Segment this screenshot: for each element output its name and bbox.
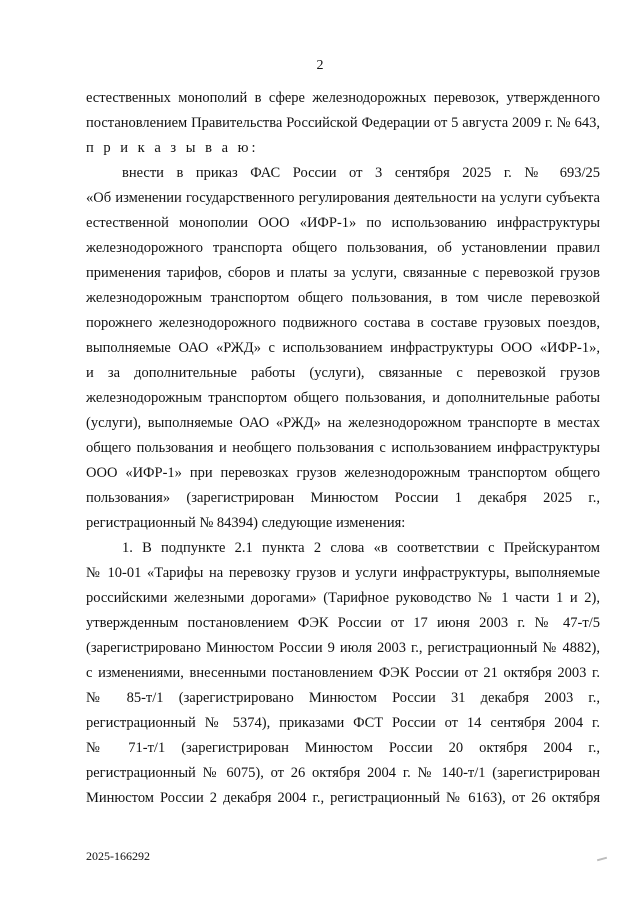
text-line: естественной монополии ООО «ИФР-1» по использованию инфраструктуры: [86, 215, 600, 231]
text-line: и за дополнительные работы (услуги), связанные с перевозкой грузов: [86, 365, 600, 381]
text-line: регистрационный № 84394) следующие изменения:: [86, 515, 406, 531]
text-line: (услуги), выполняемые ОАО «РЖД» на железнодорожном транспорте в местах: [86, 415, 600, 431]
text-line: выполняемые ОАО «РЖД» с использованием инфраструктуры ООО «ИФР-1»,: [86, 340, 600, 356]
text-line: порожнего железнодорожного подвижного состава в составе грузовых поездов,: [86, 315, 600, 331]
text-line: пользования» (зарегистрирован Минюстом России 1 декабря 2025 г.,: [86, 490, 600, 506]
text-line: утвержденным постановлением ФЭК России от 17 июня 2003 г. № 47-т/5: [86, 615, 600, 631]
text-line: железнодорожным транспортом общего пользования, в том числе перевозкой: [86, 290, 600, 306]
text-line: № 71-т/1 (зарегистрирован Минюстом России 20 октября 2004 г.,: [86, 740, 600, 756]
text-line: Минюстом России 2 декабря 2004 г., регистрационный № 6163), от 26 октября: [86, 790, 600, 806]
item-1-heading-line: 1. В подпункте 2.1 пункта 2 слова «в соответствии с Прейскурантом: [122, 540, 600, 556]
text-line: № 85-т/1 (зарегистрировано Минюстом России 31 декабря 2003 г.,: [86, 690, 600, 706]
text-line: «Об изменении государственного регулирования деятельности на услуги субъекта: [86, 190, 600, 206]
text-line: (зарегистрировано Минюстом России 9 июля 2003 г., регистрационный № 4882),: [86, 640, 600, 656]
order-keyword: п р и к а з ы в а ю:: [86, 140, 259, 156]
text-line: регистрационный № 6075), от 26 октября 2004 г. № 140-т/1 (зарегистрирован: [86, 765, 600, 781]
text-line: постановлением Правительства Российской Федерации от 5 августа 2009 г. № 643,: [86, 115, 600, 131]
page-number: 2: [316, 58, 324, 73]
text-line: внести в приказ ФАС России от 3 сентября 2025 г. № 693/25: [122, 165, 600, 181]
text-line: регистрационный № 5374), приказами ФСТ России от 14 сентября 2004 г.: [86, 715, 600, 731]
text-line: с изменениями, внесенными постановлением ФЭК России от 21 октября 2003 г.: [86, 665, 600, 681]
text-line: применения тарифов, сборов и платы за услуги, связанные с перевозкой грузов: [86, 265, 600, 281]
text-line: № 10-01 «Тарифы на перевозку грузов и услуги инфраструктуры, выполняемые: [86, 565, 600, 581]
document-code: 2025-166292: [86, 849, 150, 863]
order-body-text: [86, 86, 600, 811]
text-line: российскими железными дорогами» (Тарифное руководство № 1 части 1 и 2),: [86, 590, 600, 606]
text-line: железнодорожного транспорта общего пользования, об установлении правил: [86, 240, 600, 256]
text-line: железнодорожным транспортом общего пользования, и дополнительные работы: [86, 390, 600, 406]
text-line: естественных монополий в сфере железнодорожных перевозок, утвержденного: [86, 90, 600, 106]
scan-artifact: [597, 857, 607, 862]
text-line: общего пользования и необщего пользования с использованием инфраструктуры: [86, 440, 600, 456]
text-line: ООО «ИФР-1» при перевозках грузов железнодорожным транспортом общего: [86, 465, 600, 481]
